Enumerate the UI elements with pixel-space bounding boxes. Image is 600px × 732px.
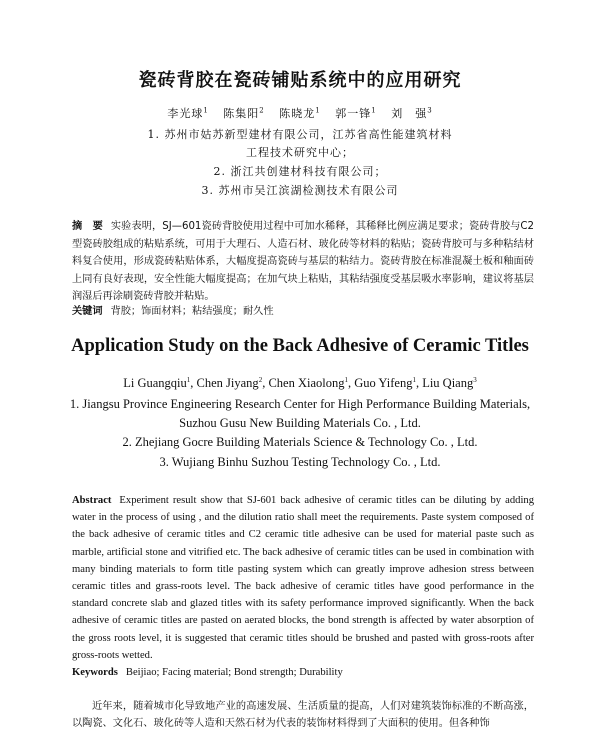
english-author: Chen Xiaolong$^1$ [268, 375, 348, 390]
english-affiliation-2: 2. Zhejiang Gocre Building Materials Science & Technology Co. , Ltd. [122, 435, 478, 449]
english-author: Guo Yifeng$^1$ [354, 375, 416, 390]
english-abstract [72, 492, 534, 664]
chinese-keywords [72, 302, 534, 317]
english-keywords [72, 667, 534, 678]
chinese-author: 陈集阳$^2$ [223, 106, 265, 120]
english-keywords-text: Beijiao; Facing material; Bond strength; Durability [125, 667, 343, 678]
chinese-keywords-label: 关键词 [72, 306, 103, 317]
english-authors: Li Guangqiu$^1$, Chen Jiyang$^2$, Chen Xiaolong$^1$, Guo Yifeng$^1$, Liu Qiang$^3$ [123, 375, 477, 390]
english-abstract-text: Experiment result show that SJ-601 back adhesive of ceramic titles can be diluting by adding water in the process of using , and the dilution ratio shall meet the requirements. Paste system composed of the back adhesive of ceramic titles and C2 ceramic title adhesive can be used for material paste such as marble, artificial stone and vitrified etc. The back adhesive of ceramic titles can be used in combination with many binding materials to form title pasting system which can greatly improve adhesion stress between ceramic titles and grass-roots level. The back adhesive of ceramic titles have good performance in the standard concrete slab and glazed titles with its safety performance improved significantly. When the back adhesive of ceramic titles are pasted on aerated blocks, the bond strength is affected by water absorption of the gross roots level, it is suggested that ceramic titles should be brushed and pasted with gross-roots after gross-roots wetted. [72, 495, 534, 661]
english-affiliation-1: 1. Jiangsu Province Engineering Research Center for High Performance Building Materials, [69, 397, 531, 411]
chinese-author: 陈晓龙$^1$ [279, 106, 321, 120]
chinese-keywords-text: 背胶；饰面材料；粘结强度；耐久性 [110, 306, 274, 317]
chinese-authors [0, 105, 600, 121]
chinese-affiliation-3: 3. 苏州市吴江滨湖检测技术有限公司 [201, 184, 399, 197]
english-affiliation-1-cont: Suzhou Gusu New Building Materials Co. , Ltd. [179, 416, 421, 430]
body-paragraph: 近年来，随着城市化导致地产业的高速发展、生活质量的提高，人们对建筑装饰标准的不断高涨，以陶瓷、文化石、玻化砖等人造和天然石材为代表的装饰材料得到了大面积的使用。但各种饰 [72, 701, 534, 729]
chinese-author: 郭一锋$^1$ [335, 106, 377, 120]
chinese-affiliation-1-cont: 工程技术研究中心； [246, 146, 354, 159]
english-keywords-label: Keywords [72, 667, 118, 678]
chinese-abstract-label: 摘 要 [72, 221, 103, 232]
english-abstract-label: Abstract [72, 495, 112, 506]
english-title: Application Study on the Back Adhesive of Ceramic Titles [71, 336, 529, 356]
chinese-abstract-text: 实验表明，SJ—601瓷砖背胶使用过程中可加水稀释，其稀释比例应满足要求；瓷砖背胶与C2型瓷砖胶组成的粘贴系统，可用于大理石、人造石材、玻化砖等材料的粘贴；瓷砖背胶可与多种粘结材料复合使用，形成瓷砖粘贴体系，大幅度提高瓷砖与基层的粘结力。瓷砖背胶在标准混凝土板和釉面砖上同有良好表现，安全性能大幅度提高；在加气块上粘贴，其粘结强度受基层吸水率影响，建议将基层润湿后再涂刷瓷砖背胶并粘贴。 [72, 221, 535, 303]
chinese-title: 瓷砖背胶在瓷砖铺贴系统中的应用研究 [138, 70, 462, 91]
chinese-abstract [72, 218, 534, 306]
english-author: Chen Jiyang$^2$ [196, 375, 263, 390]
english-author: Li Guangqiu$^1$ [123, 375, 191, 390]
english-author: Liu Qiang$^3$ [422, 375, 477, 390]
english-affiliation-3: 3. Wujiang Binhu Suzhou Testing Technology Co. , Ltd. [159, 455, 441, 469]
chinese-author: 刘 强$^3$ [391, 106, 433, 120]
chinese-affiliation-2: 2. 浙江共创建材科技有限公司； [213, 165, 387, 178]
chinese-author: 李光球$^1$ [167, 106, 209, 120]
chinese-affiliation-1: 1. 苏州市姑苏新型建材有限公司，江苏省高性能建筑材料 [147, 128, 453, 141]
